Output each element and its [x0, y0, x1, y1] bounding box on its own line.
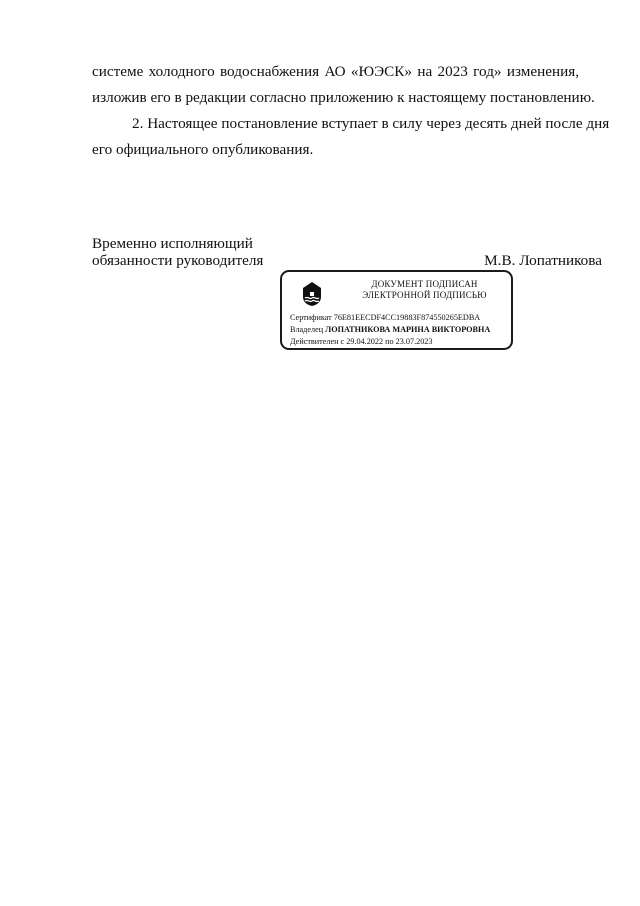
body-line-2: изложив его в редакции согласно приложению к настоящему постановлению. — [92, 89, 595, 106]
stamp-validity-from-word: с — [340, 337, 345, 346]
stamp-owner-value: ЛОПАТНИКОВА МАРИНА ВИКТОРОВНА — [325, 325, 491, 334]
stamp-certificate-value: 76E81EECDF4CC19883F874550265EDBA — [333, 313, 481, 322]
stamp-certificate-row — [290, 313, 480, 323]
stamp-validity-to-word: по — [385, 337, 394, 346]
stamp-owner-label: Владелец — [290, 325, 324, 334]
body-line-4: его официального опубликования. — [92, 141, 314, 158]
stamp-validity-to: 23.07.2023 — [395, 337, 433, 346]
signature-position-line-1: Временно исполняющий — [92, 235, 253, 252]
stamp-validity-from: 29.04.2022 — [346, 337, 384, 346]
body-line-3: 2. Настоящее постановление вступает в силу через десять дней после дня — [132, 115, 610, 132]
stamp-title-line-2: ЭЛЕКТРОННОЙ ПОДПИСЬЮ — [362, 290, 487, 300]
signature-position-line-2: обязанности руководителя — [92, 252, 264, 269]
stamp-title-line-1: ДОКУМЕНТ ПОДПИСАН — [371, 279, 478, 289]
signatory-name: М.В. Лопатникова — [484, 252, 602, 269]
stamp-validity-label: Действителен — [290, 337, 339, 346]
coat-of-arms-icon — [300, 281, 324, 307]
body-line-1: системе холодного водоснабжения АО «ЮЭСК» на 2023 год» изменения, — [92, 63, 579, 80]
stamp-title — [342, 279, 507, 301]
stamp-owner-row — [290, 325, 490, 335]
stamp-certificate-label: Сертификат — [290, 313, 332, 322]
electronic-signature-stamp — [280, 270, 513, 350]
stamp-validity-row — [290, 337, 432, 347]
